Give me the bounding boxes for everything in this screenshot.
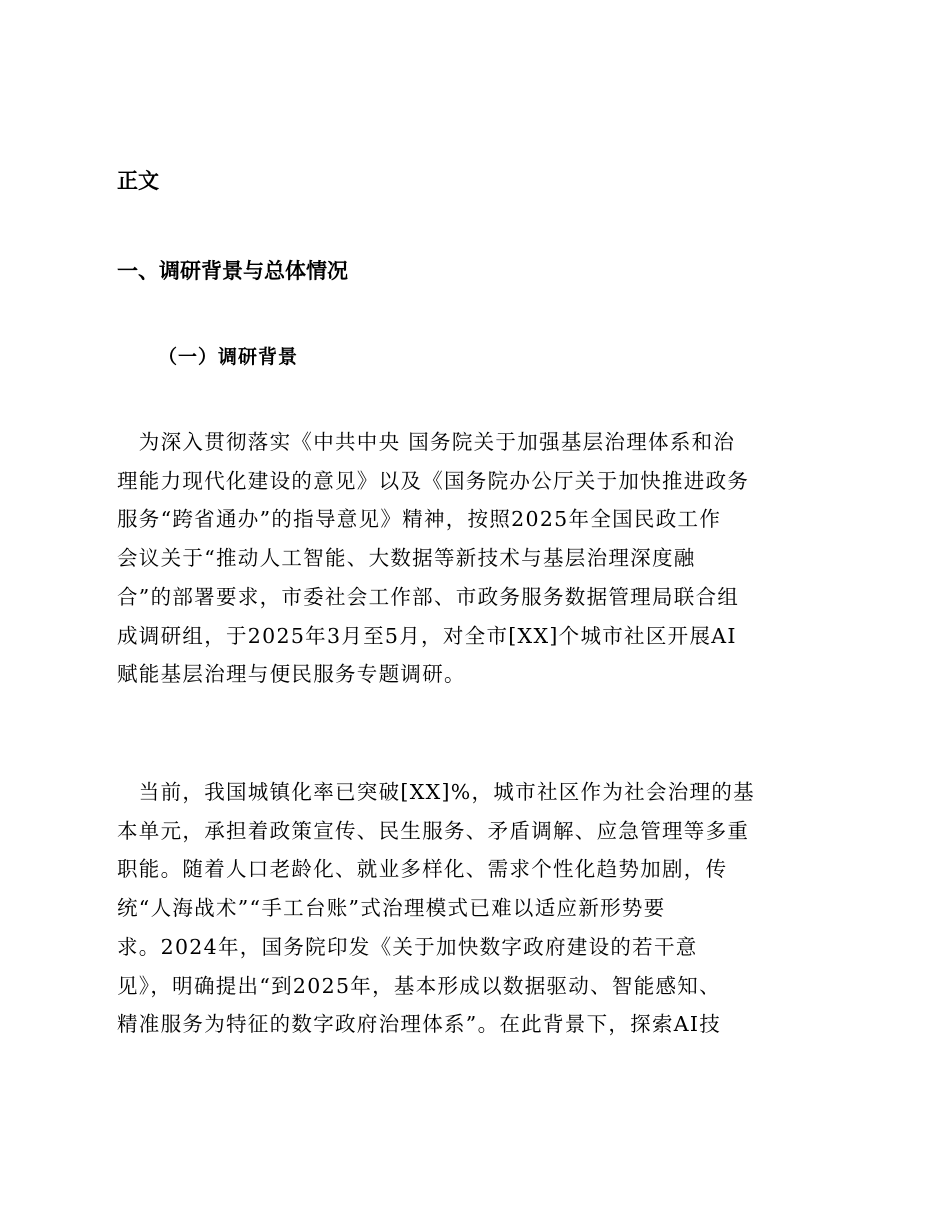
paragraph-line: 为深入贯彻落实《中共中央 国务院关于加强基层治理体系和治 [117, 430, 736, 454]
paragraph-line: 本单元，承担着政策宣传、民生服务、矛盾调解、应急管理等多重 [117, 818, 750, 843]
paragraph-line: 精准服务为特征的数字政府治理体系”。在此背景下，探索AI技 [117, 1012, 722, 1037]
paragraph-line: 求。2024年，国务院印发《关于加快数字政府建设的若干意 [117, 934, 698, 959]
paragraph-research-background [117, 423, 837, 694]
paragraph-line: 理能力现代化建设的意见》以及《国务院办公厅关于加快推进政务 [117, 468, 750, 493]
paragraph-line: 统“人海战术”“手工台账”式治理模式已难以适应新形势要 [117, 896, 666, 921]
paragraph-line: 职能。随着人口老龄化、就业多样化、需求个性化趋势加剧，传 [117, 857, 728, 882]
paragraph-line: 当前，我国城镇化率已突破[XX]%，城市社区作为社会治理的基 [117, 780, 755, 804]
paragraph-line: 见》，明确提出“到2025年，基本形成以数据驱动、智能感知、 [117, 973, 721, 998]
paragraph-line: 成调研组，于2025年3月至5月，对全市[XX]个城市社区开展AI [117, 623, 737, 648]
section-heading: 一、调研背景与总体情况 [117, 259, 348, 283]
paragraph-line: 会议关于“推动人工智能、大数据等新技术与基层治理深度融 [117, 546, 696, 571]
paragraph-line: 服务“跨省通办”的指导意见》精神，按照2025年全国民政工作 [117, 507, 722, 532]
subsection-heading: （一）调研背景 [158, 346, 299, 368]
paragraph-line: 合”的部署要求，市委社会工作部、市政务服务数据管理局联合组 [117, 584, 740, 609]
document-title: 正文 [117, 169, 159, 193]
paragraph-line: 赋能基层治理与便民服务专题调研。 [117, 662, 466, 687]
paragraph-current-situation [117, 773, 837, 1044]
